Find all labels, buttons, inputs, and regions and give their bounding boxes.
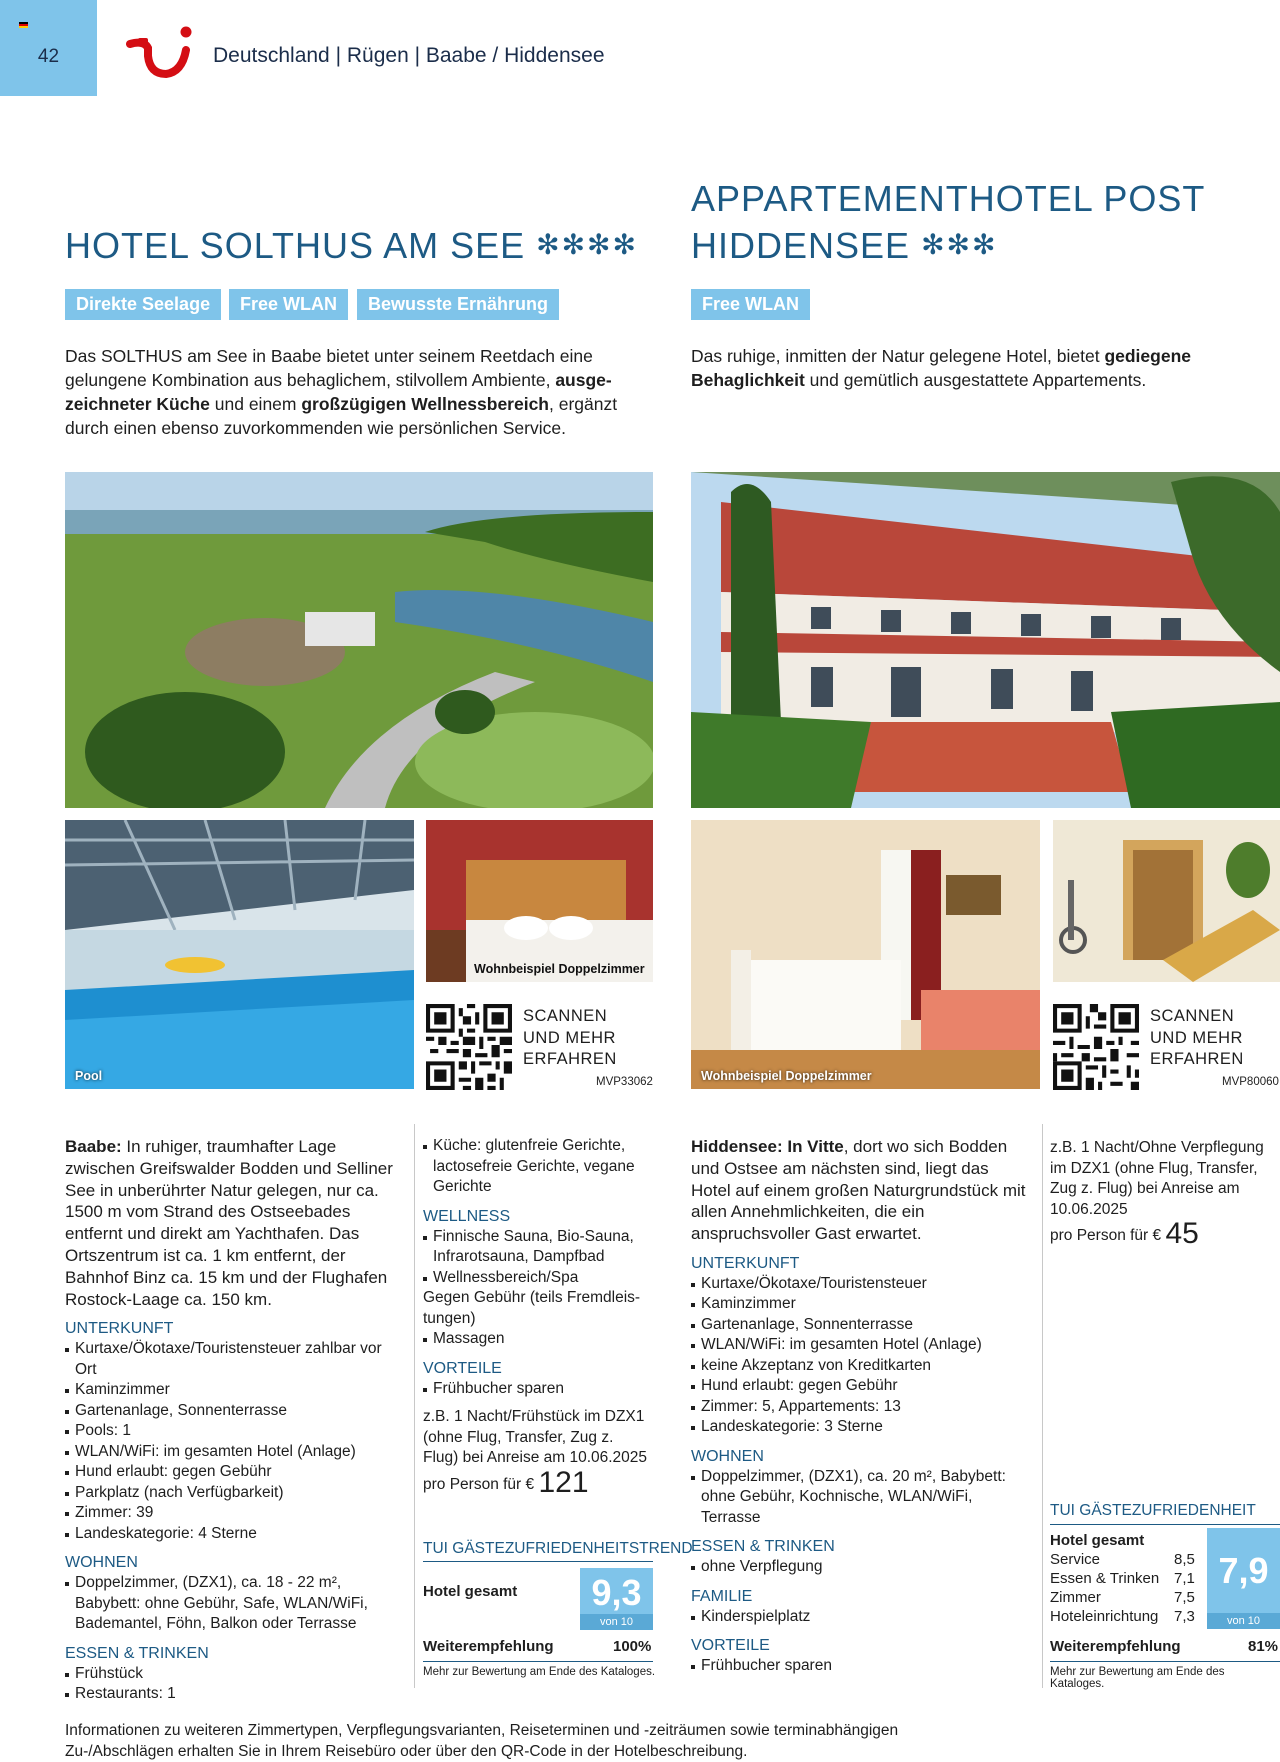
rating2-hotel-label: Hotel gesamt [1050,1532,1145,1549]
list-item: Doppelzimmer, (DZX1), ca. 20 m², Babybett: ohne Gebühr, Kochnische, WLAN/WiFi, Terrasse [691,1467,1031,1529]
badge-bewusste-ernaehrung: Bewusste Ernährung [357,289,559,320]
price-label: pro Person für € [423,1475,535,1493]
rating2-von: von 10 [1207,1613,1280,1629]
rating2-row-label: Service [1050,1551,1101,1568]
list-item: Pools: 1 [65,1421,405,1442]
rating2-rule [1050,1524,1280,1525]
column-divider [414,1124,415,1688]
rating2-row-value: 7,3 [1174,1608,1195,1625]
offer-text: z.B. 1 Nacht/Frühstück im DZX1 (ohne Flug, Transfer, Zug z. Flug) bei Anreise am 10.06.2025 [423,1408,648,1466]
intro-text: und gemütlich ausgestattete Appartements. [804,370,1147,390]
pool-caption: Pool [75,1069,103,1083]
list-item: Frühstück [65,1664,405,1685]
list-item: Küche: glutenfreie Gerichte, lactosefreie Gerichte, vegane Gerichte [423,1136,653,1198]
scan-line: SCANNEN [1150,1007,1235,1025]
badge-free-wlan-2: Free WLAN [691,289,810,320]
heading-essen: ESSEN & TRINKEN [691,1538,835,1556]
intro-text: , ergänzt durch einen ebenso zuvorkommenden wie persönlichen Service. [65,394,618,438]
page-number: 42 [37,46,60,67]
heading-familie: FAMILIE [691,1587,753,1605]
rating2-title: TUI GÄSTEZUFRIEDENHEIT [1050,1502,1256,1519]
rating1-rule [423,1561,653,1562]
hotel1-code: MVP33062 [596,1076,653,1088]
room-caption-2: Wohnbeispiel Doppelzimmer [701,1069,872,1083]
hotel1-location [65,1136,405,1310]
hotel1-details-2 [423,1136,653,1499]
list-wellness [423,1227,653,1289]
heading-vorteile: VORTEILE [423,1359,502,1377]
price-line [1050,1217,1280,1250]
rating1-note: Mehr zur Bewertung am Ende des Kataloges. [423,1666,656,1678]
list-item: Kaminzimmer [691,1294,1031,1315]
rating2-row-label: Essen & Trinken [1050,1570,1160,1587]
list-item: Hund erlaubt: gegen Gebühr [691,1376,1031,1397]
price-line [423,1465,653,1499]
hotel1-details [65,1136,405,1705]
hotel2-stars-icon: ✻✻✻ [921,229,998,260]
rating1-score-box [580,1568,653,1630]
list-item: Landeskategorie: 4 Sterne [65,1524,405,1545]
list-item: Massagen [423,1329,653,1350]
list-item: Gartenanlage, Sonnenterrasse [691,1315,1031,1336]
list-unterkunft [65,1339,405,1544]
room-photo-2 [691,820,1040,1089]
list-wohnen [65,1573,405,1635]
column-divider [1042,1124,1043,1688]
heading-wohnen: WOHNEN [65,1554,138,1572]
intro-text: und einem [209,394,302,414]
list-item: Frühbucher sparen [423,1379,653,1400]
rating2-row-value: 7,1 [1174,1570,1195,1587]
rating2-rule-2 [1050,1661,1280,1662]
heading-vorteile: VORTEILE [691,1637,770,1655]
rating1-rule-2 [423,1661,653,1662]
rating1-rec-value: 100% [613,1638,652,1655]
hotel2-details [691,1136,1031,1677]
rating2-row-value: 8,5 [1174,1551,1195,1568]
aerial-photo [65,472,653,808]
list-item: keine Akzeptanz von Kreditkarten [691,1356,1031,1377]
rating1-rec-label: Weiterempfehlung [423,1638,554,1655]
hotel2-offer [1050,1136,1280,1250]
rating2-note: Mehr zur Bewertung am Ende des Kataloges. [1050,1666,1225,1690]
list-item: Kinderspielplatz [691,1607,1031,1628]
hotel2-location [691,1136,1031,1245]
breadcrumb: Deutschland | Rügen | Baabe / Hiddensee [213,44,605,67]
rating2-score-box [1207,1528,1280,1629]
tui-logo [124,24,194,80]
intro-bold: ausgezeichneter Küche [65,370,612,414]
heading-wohnen: WOHNEN [691,1447,764,1465]
heading-unterkunft: UNTERKUNFT [65,1320,174,1338]
hotel1-stars-icon: ✻✻✻✻ [536,229,638,260]
room-caption-1: Wohnbeispiel Doppelzimmer [474,962,645,976]
rating2-row-label: Hoteleinrichtung [1050,1608,1159,1625]
intro-text: Das SOLTHUS am See in Baabe bietet unter seinem Reetdach eine gelungene Kombination aus behaglichem, stilvollem Ambiente, [65,346,593,390]
heading-unterkunft: UNTERKUNFT [691,1254,800,1272]
pool-photo [65,820,414,1089]
rating2-row-value: 7,5 [1174,1589,1195,1606]
fee-note: Gegen Gebühr (teils Fremdleistungen) [423,1289,641,1327]
list-vorteile [423,1379,653,1400]
scan-line: ERFAHREN [1150,1050,1244,1068]
list-item: Kurtaxe/Ökotaxe/Touristensteuer [691,1274,1031,1295]
list-item: WLAN/WiFi: im gesamten Hotel (Anlage) [65,1442,405,1463]
list-item: Kurtaxe/Ökotaxe/Touristensteuer zahlbar vor Ort [65,1339,405,1380]
list-item: Hund erlaubt: gegen Gebühr [65,1462,405,1483]
price-value: 121 [538,1465,589,1499]
list-item: WLAN/WiFi: im gesamten Hotel (Anlage) [691,1335,1031,1356]
page-tab [0,0,97,96]
scan-line: SCANNEN [523,1007,608,1025]
footer-info: Informationen zu weiteren Zimmertypen, Verpflegungsvarianten, Reiseterminen und -zeiträumen sowie terminabhängigen Zu-/Abschlägen erhalten Sie in Ihrem Reisebüro oder über den QR-Code in der Hotelbeschreibung. [65,1722,899,1760]
list-item: Kaminzimmer [65,1380,405,1401]
location-text: In ruhiger, traumhafter Lage zwischen Greifswalder Bodden und Selliner See in unberührter Natur gelegen, nur ca. 1500 m vom Strand des Ostseebades entfernt und direkt am Yachthafen. Das Ortszentrum ist ca. 1 km entfernt, der Bahnhof Binz ca. 15 km und der Flughafen Rostock-Laage ca. 150 km. [65,1137,393,1309]
rating2-rec-label: Weiterempfehlung [1050,1638,1181,1655]
rating1-score: 9,3 [591,1572,642,1613]
list-kueche [423,1136,653,1198]
hotel2-title-line2: HIDDENSEE [691,225,911,266]
location-bold: Hiddensee: In Vitte [691,1137,844,1156]
location-bold: Baabe: [65,1137,122,1156]
hotel-exterior-photo [691,472,1280,808]
rating2-rec-value: 81% [1248,1638,1279,1655]
list-unterkunft [691,1274,1031,1438]
list-wohnen [691,1467,1031,1529]
rating1-title: TUI GÄSTEZUFRIEDENHEITSTREND [423,1540,693,1557]
scan-line: UND MEHR [1150,1028,1243,1047]
list-item: Restaurants: 1 [65,1684,405,1705]
hotel1-title-text: HOTEL SOLTHUS AM SEE [65,225,526,266]
scan-line: UND MEHR [523,1028,616,1047]
hotel1-title [65,222,638,269]
list-vorteile [691,1656,1031,1677]
hotel2-intro [691,344,1251,392]
hotel1-intro [65,344,625,440]
heading-essen: ESSEN & TRINKEN [65,1644,209,1662]
rating2-score: 7,9 [1218,1550,1269,1591]
intro-text: Das ruhige, inmitten der Natur gelegene Hotel, bietet [691,346,1105,366]
germany-flag-icon [19,22,28,28]
rating2-row-label: Zimmer [1050,1589,1101,1606]
scan-line: ERFAHREN [523,1050,617,1068]
sauna-photo [1053,820,1280,982]
price-value: 45 [1165,1217,1199,1250]
qr-code-icon[interactable] [426,1004,512,1090]
rating1-von: von 10 [580,1614,653,1630]
scan-hint-2 [1150,1006,1244,1071]
hotel2-title-line1: APPARTEMENTHOTEL POST [691,178,1206,219]
list-item: Doppelzimmer, (DZX1), ca. 18 - 22 m², Babybett: ohne Gebühr, Safe, WLAN/WiFi, Bademantel, Föhn, Balkon oder Terrasse [65,1573,405,1635]
list-item: Wellnessbereich/Spa [423,1268,653,1289]
intro-bold: großzügigen Wellnessbereich [301,394,549,414]
badge-direkte-seelage: Direkte Seelage [65,289,221,320]
qr-code-icon-2[interactable] [1053,1004,1139,1090]
list-item: Zimmer: 5, Appartements: 13 [691,1397,1031,1418]
badge-free-wlan: Free WLAN [229,289,348,320]
intro-bold: gediegene Behaglichkeit [691,346,1191,390]
list-essen [65,1664,405,1705]
list-item: Frühbucher sparen [691,1656,1031,1677]
hotel2-title [691,176,1205,269]
hotel2-code: MVP80060 [1222,1076,1279,1088]
room-photo-1 [426,820,653,982]
offer-text: z.B. 1 Nacht/Ohne Verpflegung im DZX1 (ohne Flug, Transfer, Zug z. Flug) bei Anreise am 10.06.2025 [1050,1139,1264,1218]
list-item: Landeskategorie: 3 Sterne [691,1417,1031,1438]
list-item: Gartenanlage, Sonnenterrasse [65,1401,405,1422]
scan-hint-1 [523,1006,617,1071]
list-item: Zimmer: 39 [65,1503,405,1524]
heading-wellness: WELLNESS [423,1207,511,1225]
list-essen [691,1557,1031,1578]
list-familie [691,1607,1031,1628]
price-label: pro Person für € [1050,1227,1162,1244]
list-item: ohne Verpflegung [691,1557,1031,1578]
rating1-hotel-label: Hotel gesamt [423,1583,518,1600]
list-item: Parkplatz (nach Verfügbarkeit) [65,1483,405,1504]
list-item: Finnische Sauna, Bio-Sauna, Infrarotsauna, Dampfbad [423,1227,653,1268]
location-text: , dort wo sich Bodden und Ostsee am nächsten sind, liegt das Hotel auf einem großen Naturgrundstück mit allen Annehmlichkeiten, die ein anspruchsvoller Gast erwartet. [691,1137,1026,1244]
list-fee [423,1329,653,1350]
